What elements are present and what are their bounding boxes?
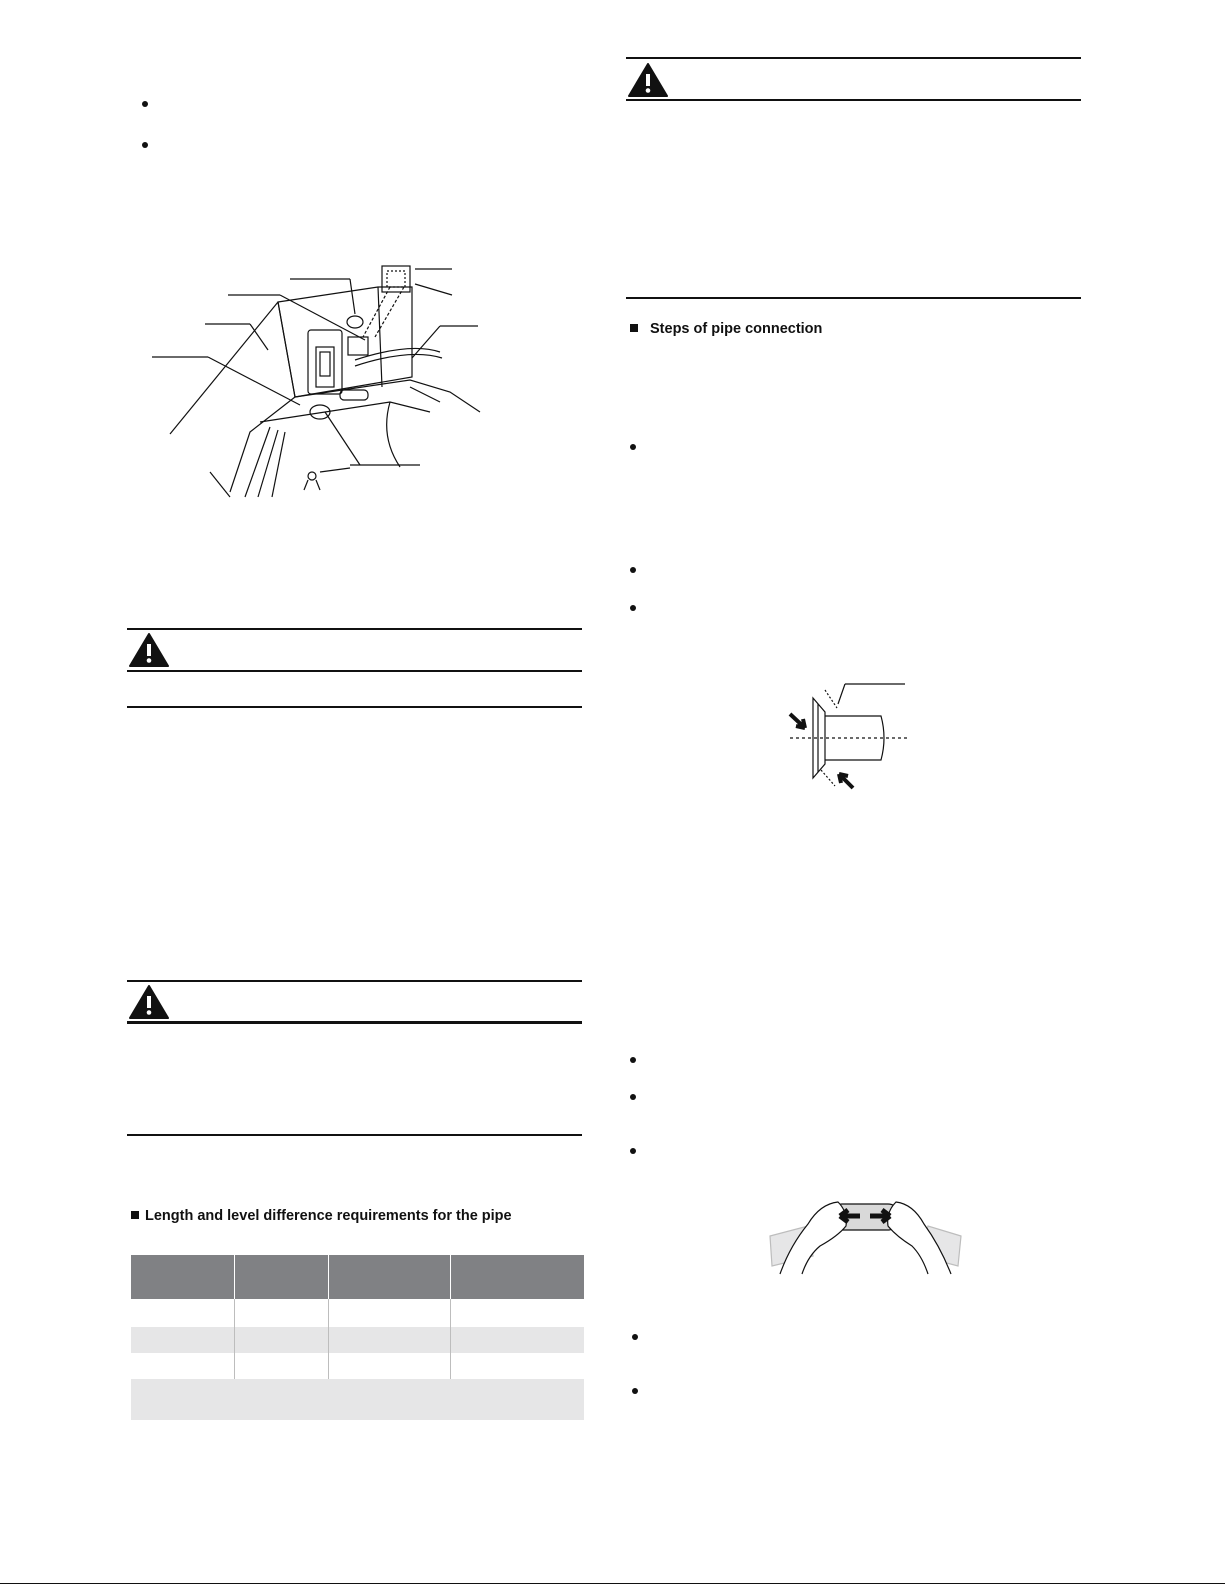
steps-of-pipe-connection-heading [630, 321, 822, 337]
bullet-point [630, 567, 636, 573]
bullet-point [632, 1388, 638, 1394]
table-header-cell [328, 1255, 450, 1299]
warning-triangle-icon [627, 62, 669, 98]
table-row [131, 1327, 584, 1353]
warning-box-top-rule [127, 628, 582, 630]
indoor-unit-installation-illustration [150, 262, 480, 502]
table-cell [450, 1299, 584, 1327]
page-bottom-rule [0, 1583, 1225, 1584]
table-cell [450, 1353, 584, 1379]
pipe-requirements-heading [131, 1208, 512, 1224]
square-bullet-icon [131, 1211, 139, 1219]
warning-box-bottom-rule [626, 297, 1081, 299]
bullet-point [142, 142, 148, 148]
table-cell [234, 1299, 328, 1327]
table-cell [234, 1327, 328, 1353]
table-cell [328, 1299, 450, 1327]
bullet-point [630, 605, 636, 611]
table-row [131, 1299, 584, 1327]
warning-box-header-rule [626, 99, 1081, 101]
flare-pipe-diagram [785, 680, 910, 795]
warning-triangle-icon [128, 984, 170, 1020]
warning-box-bottom-rule [127, 706, 582, 708]
table-cell [131, 1299, 234, 1327]
bullet-point [632, 1334, 638, 1340]
bullet-point [630, 1148, 636, 1154]
warning-box-top-rule [626, 57, 1081, 59]
warning-box-bottom-rule [127, 1134, 582, 1136]
table-header-cell [131, 1255, 234, 1299]
table-cell [450, 1327, 584, 1353]
warning-box-top-rule [127, 980, 582, 982]
square-bullet-icon [630, 324, 638, 332]
table-footer-row [131, 1379, 584, 1420]
hands-pulling-tape-illustration [768, 1196, 963, 1276]
table-cell [328, 1353, 450, 1379]
bullet-point [630, 444, 636, 450]
table-cell [234, 1353, 328, 1379]
bullet-point [630, 1057, 636, 1063]
warning-triangle-icon [128, 632, 170, 668]
table-header-row [131, 1255, 584, 1299]
bullet-point [630, 1094, 636, 1100]
table-cell [131, 1327, 234, 1353]
bullet-point [142, 101, 148, 107]
warning-box-header-rule [127, 1021, 582, 1024]
warning-box-header-rule [127, 670, 582, 672]
pipe-requirements-heading-text: Length and level difference requirements for the pipe [145, 1208, 512, 1224]
table-footer-cell [131, 1379, 584, 1420]
steps-heading-text: Steps of pipe connection [650, 321, 823, 337]
table-cell [328, 1327, 450, 1353]
table-row [131, 1353, 584, 1379]
pipe-requirements-table [131, 1255, 584, 1420]
table-cell [131, 1353, 234, 1379]
table-header-cell [450, 1255, 584, 1299]
table-header-cell [234, 1255, 328, 1299]
